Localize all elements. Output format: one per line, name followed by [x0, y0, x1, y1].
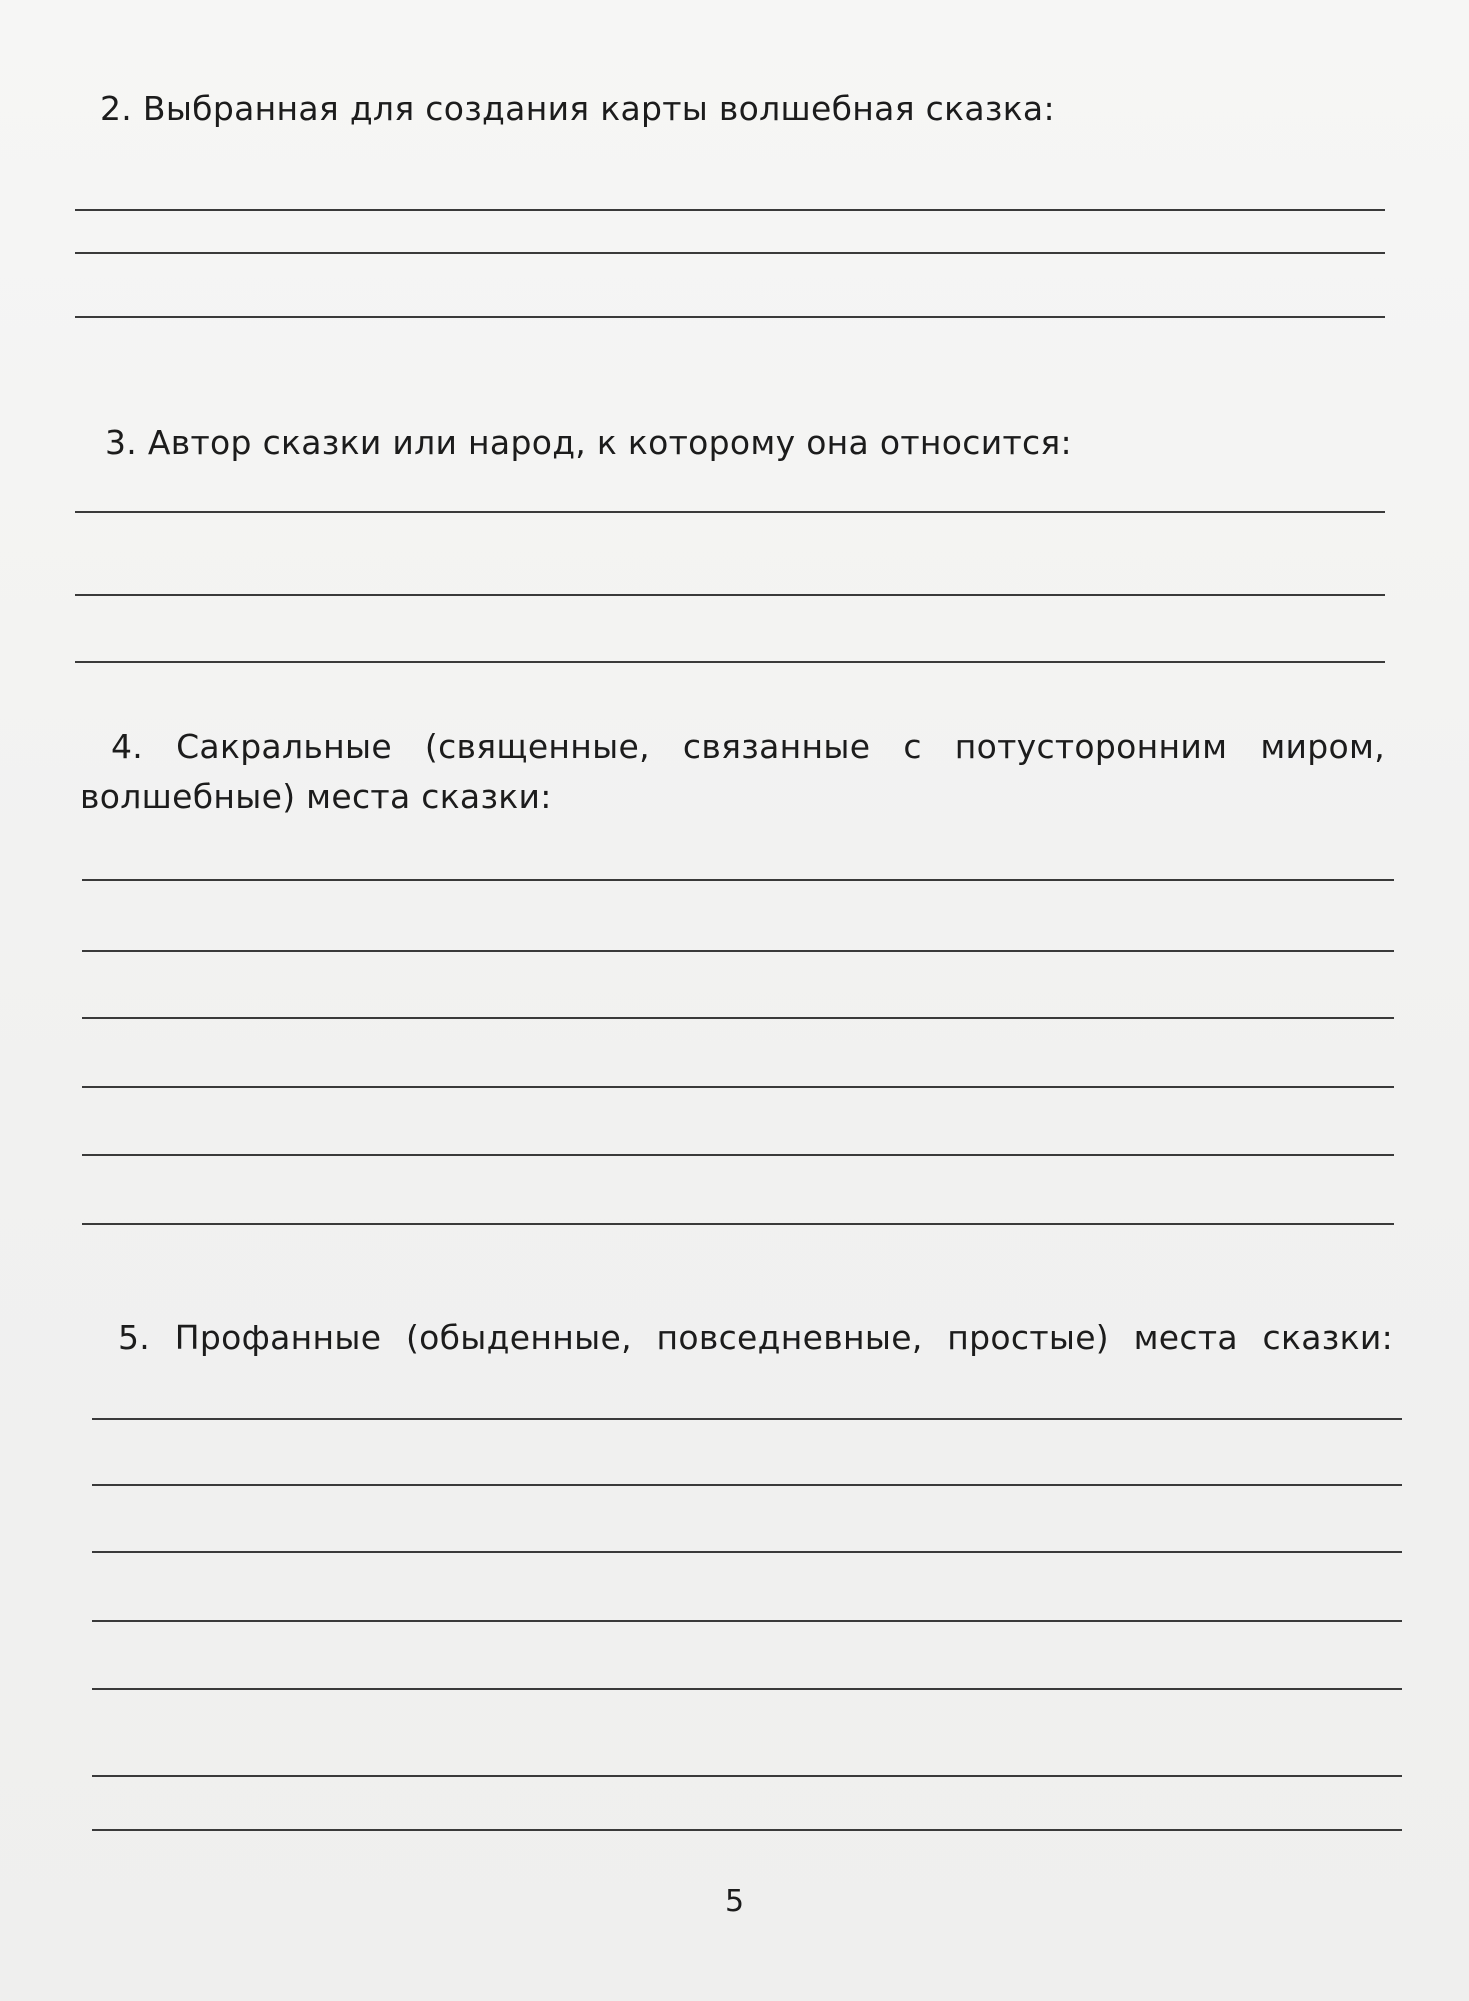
page-number: 5 — [724, 1884, 745, 1919]
question-5-number: 5. — [118, 1318, 151, 1357]
question-3 — [105, 418, 1375, 468]
answer-line-5-2[interactable] — [92, 1484, 1402, 1486]
answer-line-5-1[interactable] — [92, 1418, 1402, 1420]
answer-line-5-3[interactable] — [92, 1551, 1402, 1553]
question-4-number: 4. — [111, 727, 144, 766]
question-2-number: 2. — [100, 89, 133, 128]
answer-line-5-5[interactable] — [92, 1688, 1402, 1690]
question-5-text: Профанные (обыденные, повседневные, простые) места сказки: — [174, 1318, 1393, 1357]
answer-line-2-3[interactable] — [75, 316, 1385, 318]
answer-line-5-6[interactable] — [92, 1775, 1402, 1777]
answer-line-5-4[interactable] — [92, 1620, 1402, 1622]
question-4 — [80, 722, 1385, 821]
question-2 — [100, 84, 1370, 134]
answer-line-2-2[interactable] — [75, 252, 1385, 254]
answer-line-4-4[interactable] — [82, 1086, 1394, 1088]
question-2-text: Выбранная для создания карты волшебная сказка: — [142, 89, 1055, 128]
answer-line-3-1[interactable] — [75, 511, 1385, 513]
answer-line-2-1[interactable] — [75, 209, 1385, 211]
answer-line-4-5[interactable] — [82, 1154, 1394, 1156]
answer-line-4-3[interactable] — [82, 1017, 1394, 1019]
answer-line-3-2[interactable] — [75, 594, 1385, 596]
answer-line-4-6[interactable] — [82, 1223, 1394, 1225]
answer-line-4-1[interactable] — [82, 879, 1394, 881]
answer-line-3-3[interactable] — [75, 661, 1385, 663]
answer-line-4-2[interactable] — [82, 950, 1394, 952]
question-3-text: Автор сказки или народ, к которому она относится: — [147, 423, 1072, 462]
question-5 — [118, 1313, 1393, 1363]
question-4-text: Сакральные (священные, связанные с потусторонним миром, волшебные) места сказки: — [80, 727, 1385, 816]
question-3-number: 3. — [105, 423, 138, 462]
answer-line-5-7[interactable] — [92, 1829, 1402, 1831]
